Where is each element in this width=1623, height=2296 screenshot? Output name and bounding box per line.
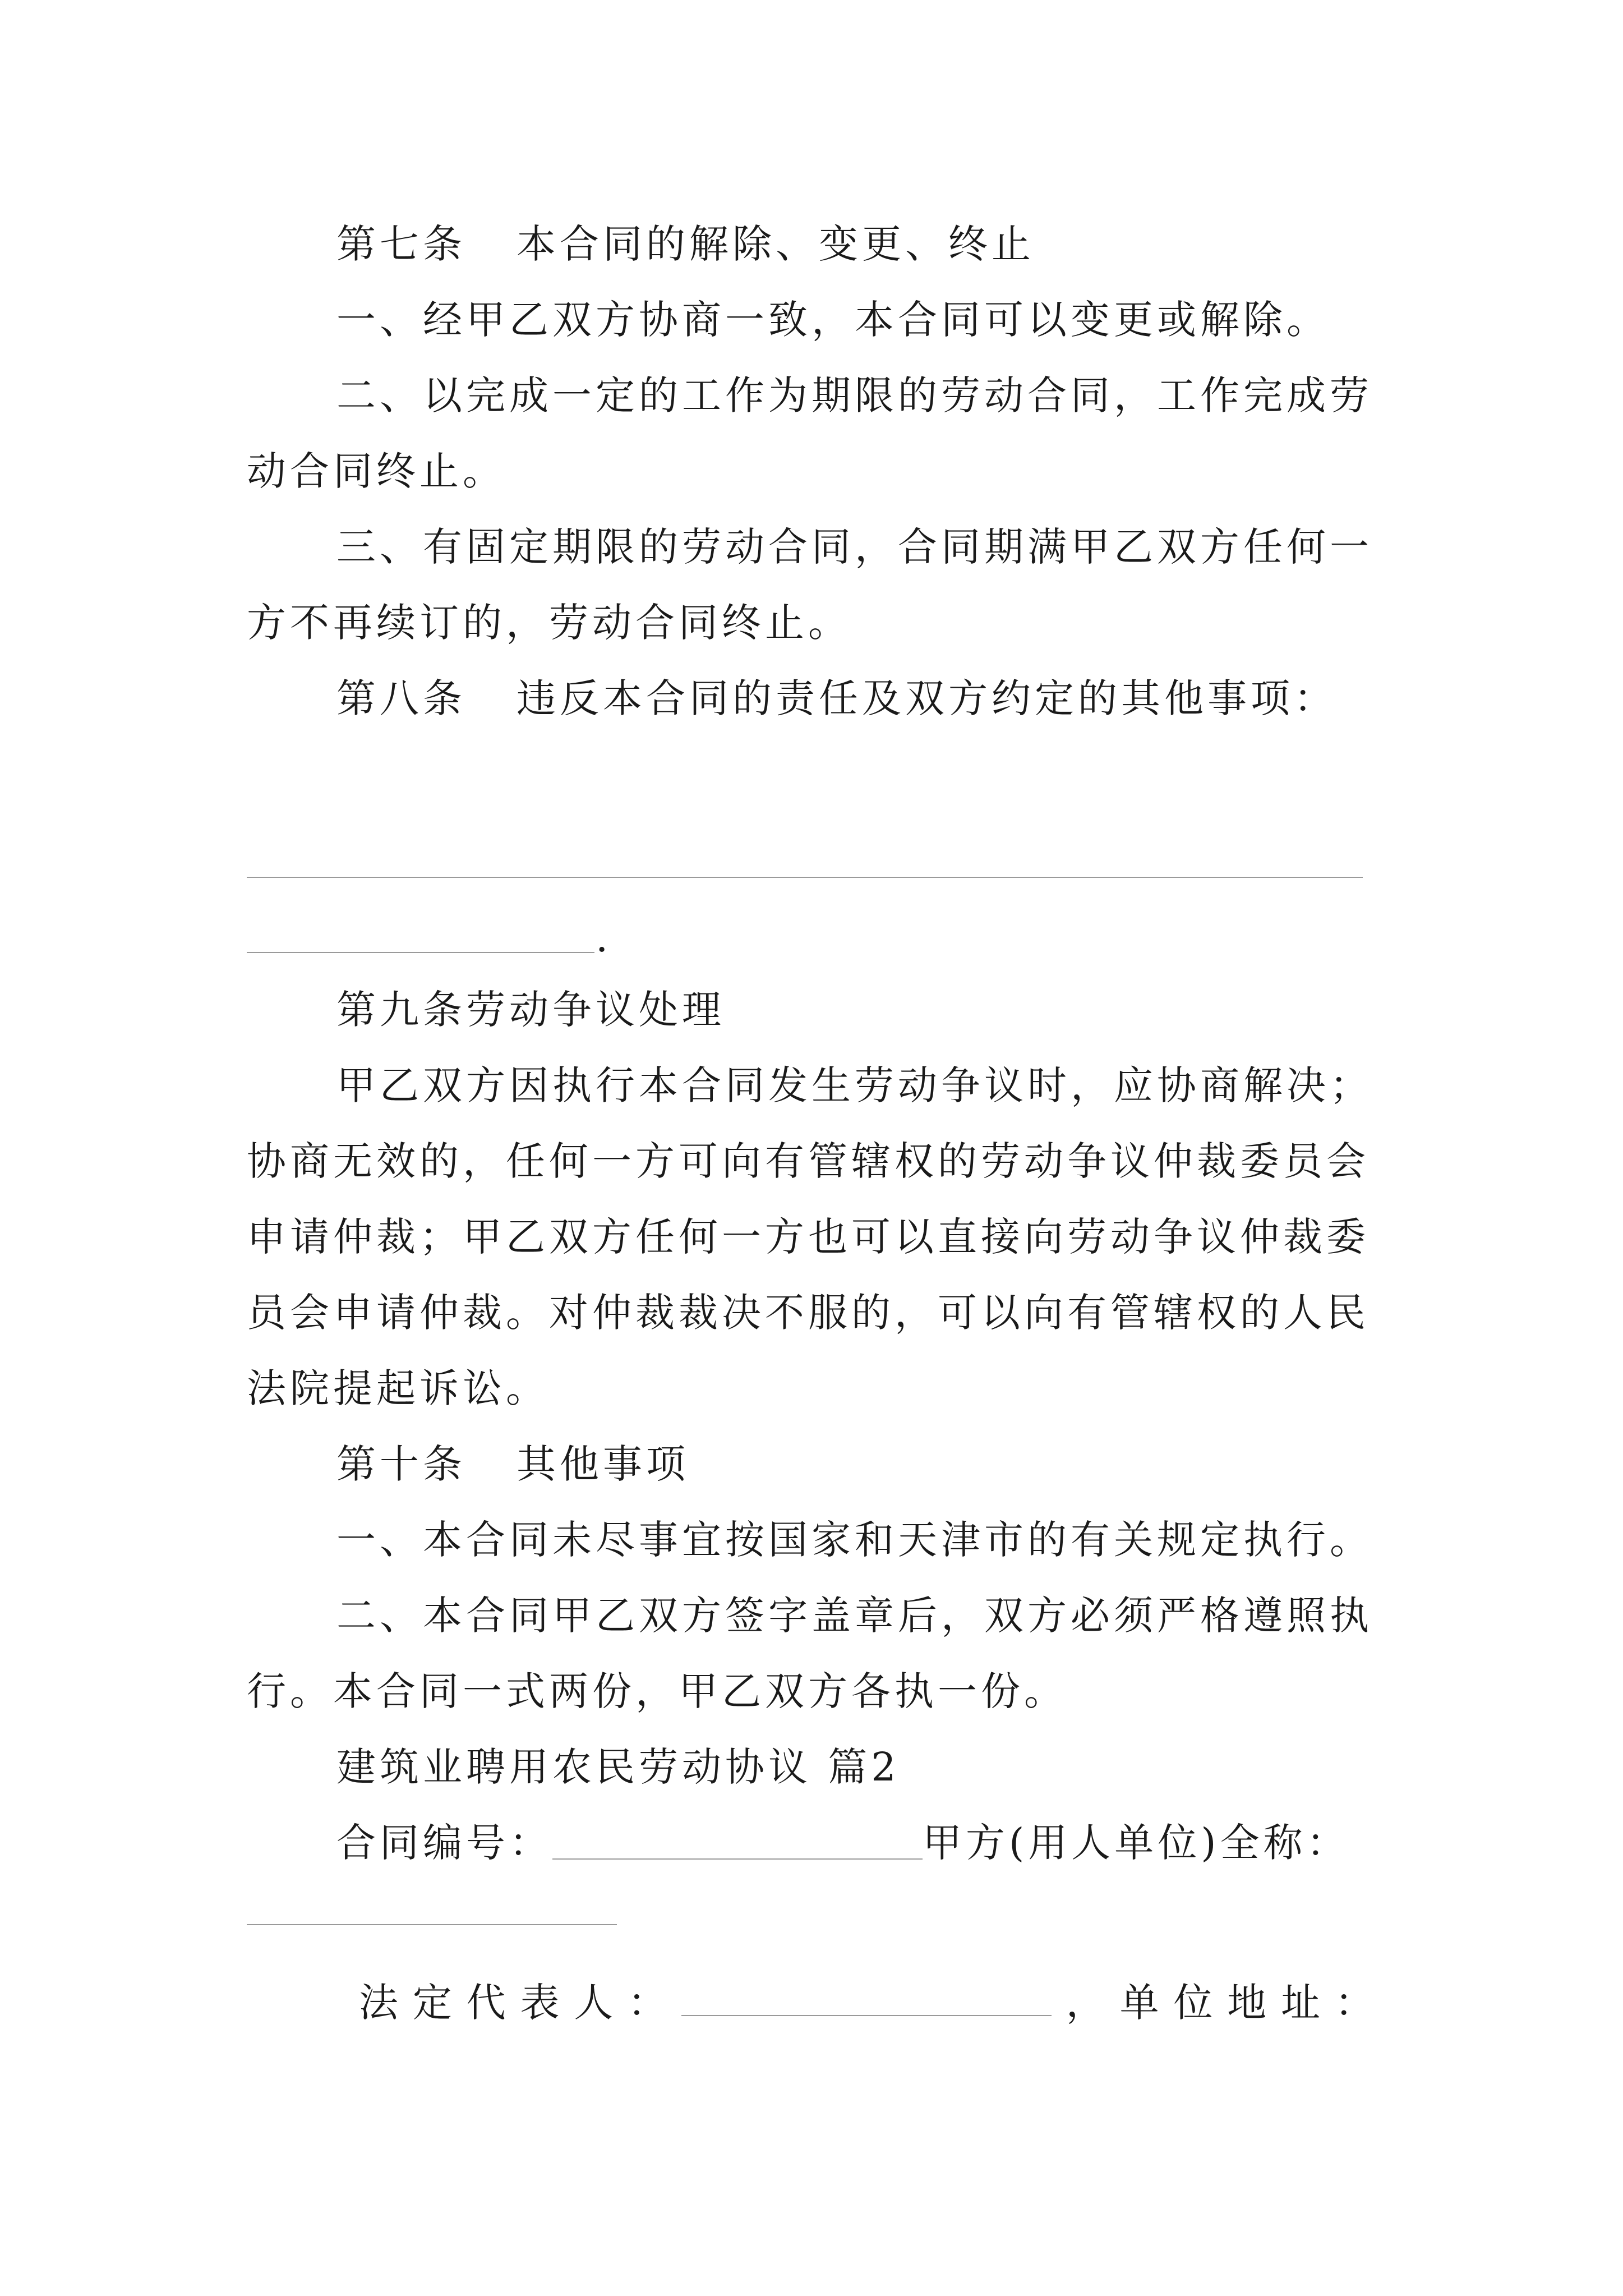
article7-title: 本合同的解除、变更、终止 xyxy=(517,221,1035,267)
address-char: 址 xyxy=(1281,1980,1321,2026)
party-a-name-label: 甲方(用人单位)全称： xyxy=(923,1820,1350,1866)
legal-rep-char: 表 xyxy=(520,1980,560,2026)
legal-rep-comma: ， xyxy=(1066,1980,1105,2026)
article9-line4: 员会申请仲裁。对仲裁裁决不服的，可以向有管辖权的人民 xyxy=(247,1290,1370,1336)
legal-rep-row xyxy=(359,1975,1374,2031)
address-char: 位 xyxy=(1173,1980,1213,2026)
legal-rep-char: 人 xyxy=(574,1980,614,2026)
article9-line3: 申请仲裁；甲乙双方任何一方也可以直接向劳动争议仲裁委 xyxy=(247,1214,1370,1260)
part2-heading: 建筑业聘用农民劳动协议 篇2 xyxy=(336,1744,900,1790)
article9-line5: 法院提起诉讼。 xyxy=(247,1365,549,1411)
article8-number: 第八条 xyxy=(336,675,466,721)
article9-line2: 协商无效的，任何一方可向有管辖权的劳动争议仲裁委员会 xyxy=(247,1138,1370,1184)
article8-title: 违反本合同的责任及双方约定的其他事项： xyxy=(517,675,1337,721)
legal-rep-field xyxy=(681,1979,1052,2016)
address-char: 单 xyxy=(1119,1980,1159,2026)
article10-title: 其他事项 xyxy=(517,1441,689,1487)
contract-number-field xyxy=(552,1823,923,1860)
legal-rep-char: 代 xyxy=(466,1980,506,2026)
article8-fill-line-2 xyxy=(247,952,594,953)
contract-number-label: 合同编号： xyxy=(336,1820,552,1866)
article7-item2-line2: 动合同终止。 xyxy=(247,448,506,494)
address-char: ： xyxy=(1334,1980,1374,2026)
article9-heading: 第九条劳动争议处理 xyxy=(336,987,725,1033)
article10-item2-line1: 二、本合同甲乙双方签字盖章后，双方必须严格遵照执 xyxy=(336,1593,1373,1639)
legal-rep-char: ： xyxy=(628,1980,667,2026)
article8-fill-end: . xyxy=(596,915,612,961)
article10-heading xyxy=(336,1436,1391,1492)
article10-item1: 一、本合同未尽事宜按国家和天津市的有关规定执行。 xyxy=(336,1517,1373,1563)
article8-heading xyxy=(336,670,1391,726)
article10-item2-line2: 行。本合同一式两份，甲乙双方各执一份。 xyxy=(247,1668,1067,1714)
article7-item1: 一、经甲乙双方协商一致，本合同可以变更或解除。 xyxy=(336,297,1330,343)
article7-number: 第七条 xyxy=(336,221,466,267)
article10-number: 第十条 xyxy=(336,1441,466,1487)
article7-heading xyxy=(336,216,1391,272)
article9-line1: 甲乙双方因执行本合同发生劳动争议时，应协商解决； xyxy=(336,1062,1373,1108)
article8-fill-line-1 xyxy=(247,877,1363,878)
party-a-name-field xyxy=(247,1924,617,1925)
address-char: 地 xyxy=(1227,1980,1267,2026)
legal-rep-char: 法 xyxy=(359,1980,398,2026)
contract-number-row xyxy=(336,1815,1391,1871)
article7-item3-line2: 方不再续订的，劳动合同终止。 xyxy=(247,600,851,646)
legal-rep-char: 定 xyxy=(412,1980,452,2026)
article7-item3-line1: 三、有固定期限的劳动合同，合同期满甲乙双方任何一 xyxy=(336,524,1373,570)
article7-item2-line1: 二、以完成一定的工作为期限的劳动合同，工作完成劳 xyxy=(336,372,1373,418)
